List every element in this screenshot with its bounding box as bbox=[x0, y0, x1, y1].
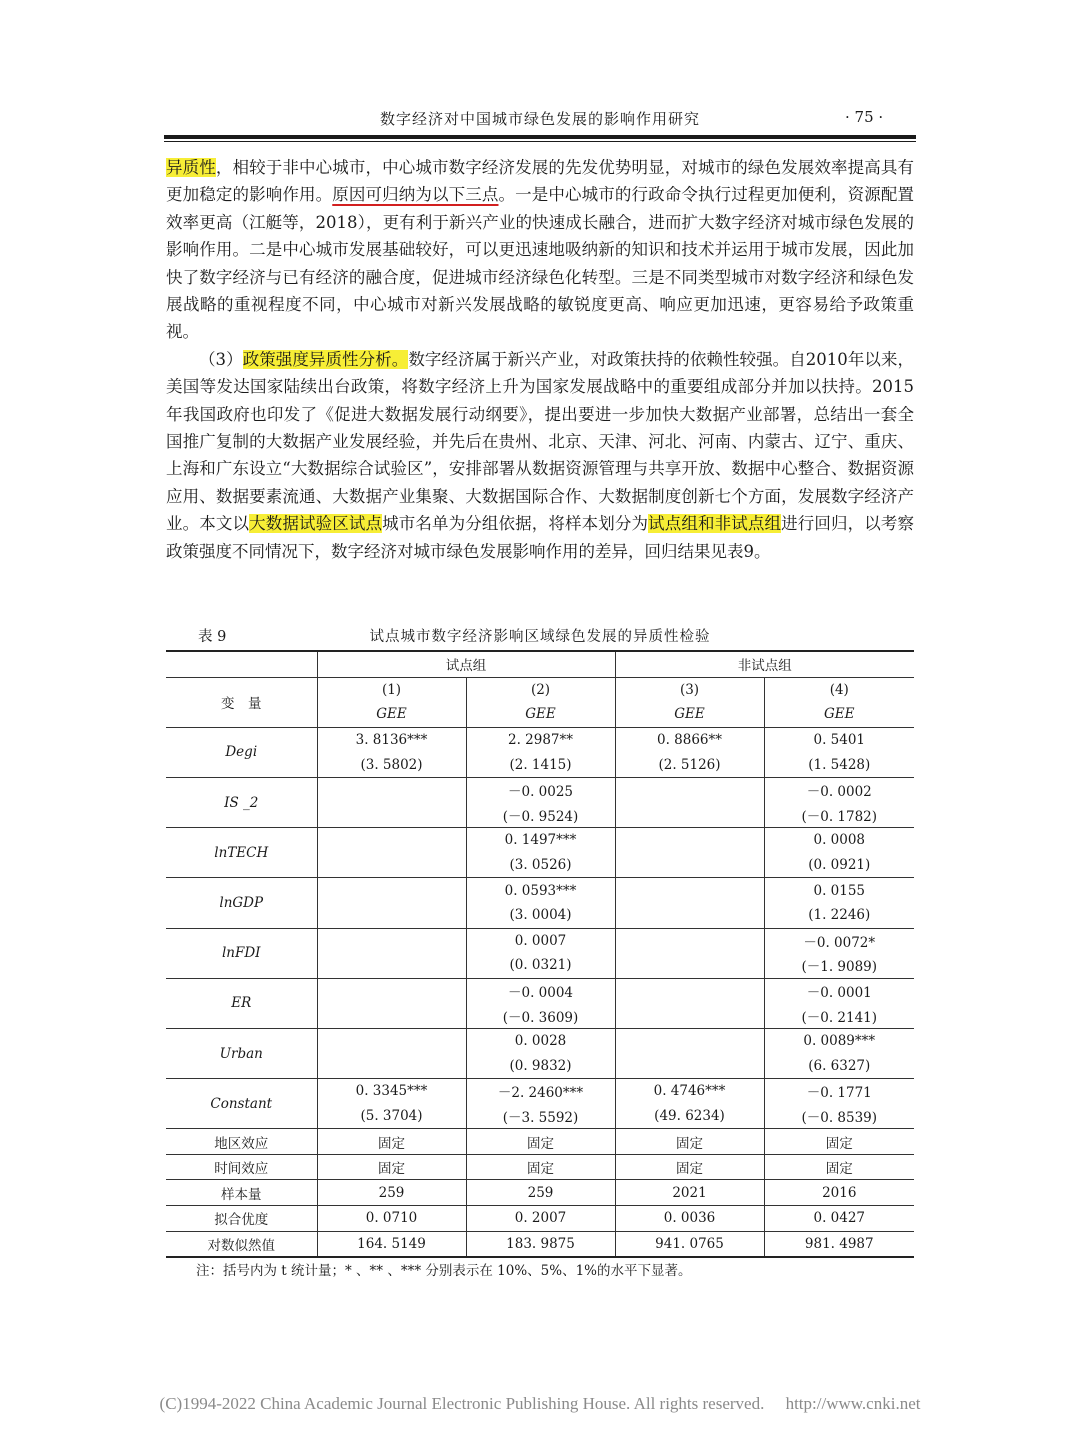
coefficient-cell bbox=[615, 878, 764, 903]
table-row bbox=[166, 978, 914, 1003]
statistic-name: 拟合优度 bbox=[166, 1206, 317, 1232]
coefficient-cell bbox=[615, 1028, 764, 1053]
coefficient-cell bbox=[615, 828, 764, 853]
statistic-value: 164. 5149 bbox=[317, 1231, 466, 1257]
t-stat-cell: (－0. 8539) bbox=[764, 1104, 914, 1129]
table-row bbox=[166, 878, 914, 903]
t-stat-cell bbox=[615, 853, 764, 878]
coefficient-cell: 0. 3345*** bbox=[317, 1079, 466, 1104]
paragraph-text: 城市名单为分组依据，将样本划分为 bbox=[382, 514, 649, 534]
t-stat-cell bbox=[317, 853, 466, 878]
statistic-value: 固定 bbox=[615, 1154, 764, 1180]
coefficient-cell bbox=[615, 777, 764, 802]
column-method: GEE bbox=[764, 702, 914, 727]
t-stat-cell: (－0. 3609) bbox=[466, 1003, 615, 1028]
coefficient-cell: －0. 0072* bbox=[764, 928, 914, 953]
table-row bbox=[166, 777, 914, 802]
t-stat-cell: (49. 6234) bbox=[615, 1104, 764, 1129]
coefficient-cell: 2. 2987** bbox=[466, 727, 615, 752]
statistic-value: 固定 bbox=[466, 1154, 615, 1180]
header-rule-thick bbox=[164, 135, 916, 139]
coefficient-cell: 3. 8136*** bbox=[317, 727, 466, 752]
statistic-value: 183. 9875 bbox=[466, 1231, 615, 1257]
coefficient-cell: 0. 1497*** bbox=[466, 828, 615, 853]
statistic-value: 固定 bbox=[317, 1129, 466, 1155]
column-number: (3) bbox=[615, 677, 764, 702]
column-method: GEE bbox=[317, 702, 466, 727]
table-row bbox=[166, 1129, 914, 1155]
statistic-value: 981. 4987 bbox=[764, 1231, 914, 1257]
coefficient-cell: 0. 0008 bbox=[764, 828, 914, 853]
paragraph-text: ，相较于非中心城市，中心城市数字经济发展的先发优势明显，对城市的绿色发展效率提高具有更加稳定的影响作用。 bbox=[166, 158, 914, 205]
coefficient-cell: 0. 0007 bbox=[466, 928, 615, 953]
header-rule-thin bbox=[164, 141, 916, 142]
table-row bbox=[166, 1180, 914, 1206]
coefficient-cell bbox=[317, 1028, 466, 1053]
variable-header: 变 量 bbox=[166, 677, 317, 727]
coefficient-cell: －0. 0002 bbox=[764, 777, 914, 802]
variable-name: lnTECH bbox=[166, 828, 317, 878]
variable-name: IS _2 bbox=[166, 777, 317, 827]
t-stat-cell: (0. 0921) bbox=[764, 853, 914, 878]
coefficient-cell: 0. 0155 bbox=[764, 878, 914, 903]
coefficient-cell bbox=[317, 828, 466, 853]
statistic-value: 2021 bbox=[615, 1180, 764, 1206]
body-text bbox=[166, 154, 914, 565]
coefficient-cell: 0. 4746*** bbox=[615, 1079, 764, 1104]
table-row bbox=[166, 1206, 914, 1232]
column-number: (4) bbox=[764, 677, 914, 702]
column-method: GEE bbox=[466, 702, 615, 727]
coefficient-cell: －0. 0004 bbox=[466, 978, 615, 1003]
paragraph-heterogeneity bbox=[166, 154, 914, 346]
running-title: 数字经济对中国城市绿色发展的影响作用研究 bbox=[379, 110, 700, 128]
t-stat-cell: (2. 5126) bbox=[615, 752, 764, 777]
coefficient-cell bbox=[615, 978, 764, 1003]
statistic-value: 259 bbox=[317, 1180, 466, 1206]
t-stat-cell bbox=[615, 803, 764, 828]
t-stat-cell: (－0. 2141) bbox=[764, 1003, 914, 1028]
section-number: （3） bbox=[199, 349, 243, 369]
group-pilot: 试点组 bbox=[317, 651, 615, 677]
group-non-pilot: 非试点组 bbox=[615, 651, 914, 677]
paragraph-text: 。一是中心城市的行政命令执行过程更加便利，资源配置效率更高（江艇等，2018），更有利于新兴产业的快速成长融合，进而扩大数字经济对城市绿色发展的影响作用。二是中心城市发展基础较好，可以更迅速地吸纳新的知识和技术并运用于城市发展，因此加快了数字经济与已有经济的融合度，促进城市经济绿色化转型。三是不同类型城市对数字经济和绿色发展战略的重视程度不同，中心城市对新兴发展战略的敏锐度更高、响应更加迅速，更容易给予政策重视。 bbox=[166, 185, 914, 342]
variable-name: Urban bbox=[166, 1028, 317, 1078]
statistic-value: 0. 2007 bbox=[466, 1206, 615, 1232]
statistic-value: 固定 bbox=[615, 1129, 764, 1155]
paragraph-policy bbox=[166, 346, 914, 565]
t-stat-cell bbox=[615, 1003, 764, 1028]
coefficient-cell: －2. 2460*** bbox=[466, 1079, 615, 1104]
statistic-value: 0. 0710 bbox=[317, 1206, 466, 1232]
coefficient-cell: 0. 8866** bbox=[615, 727, 764, 752]
coefficient-cell: 0. 0028 bbox=[466, 1028, 615, 1053]
regression-table bbox=[166, 650, 914, 1258]
coefficient-cell: 0. 5401 bbox=[764, 727, 914, 752]
highlight-pilot-zone: 大数据试验区试点 bbox=[249, 514, 383, 534]
coefficient-cell: －0. 1771 bbox=[764, 1079, 914, 1104]
t-stat-cell: (－0. 1782) bbox=[764, 803, 914, 828]
paragraph-text: 数字经济属于新兴产业，对政策扶持的依赖性较强。自2010年以来，美国等发达国家陆续出台政策，将数字经济上升为国家发展战略中的重要组成部分并加以扶持。2015年我国政府也印发了《促进大数据发展行动纲要》，提出要进一步加快大数据产业部署，总结出一套全国推广复制的大数据产业发展经验，并先后在贵州、北京、天津、河北、河南、内蒙古、辽宁、重庆、上海和广东设立“大数据综合试验区”，安排部署从数据资源管理与共享开放、数据中心整合、数据资源应用、数据要素流通、大数据产业集聚、大数据国际合作、大数据制度创新七个方面，发展数字经济产业。本文以 bbox=[166, 349, 915, 534]
t-stat-cell: (－0. 9524) bbox=[466, 803, 615, 828]
t-stat-cell: (2. 1415) bbox=[466, 752, 615, 777]
coefficient-cell bbox=[317, 978, 466, 1003]
statistic-value: 2016 bbox=[764, 1180, 914, 1206]
table-row bbox=[166, 1028, 914, 1053]
coefficient-cell: －0. 0001 bbox=[764, 978, 914, 1003]
t-stat-cell: (1. 2246) bbox=[764, 903, 914, 928]
column-method: GEE bbox=[615, 702, 764, 727]
t-stat-cell: (3. 0526) bbox=[466, 853, 615, 878]
t-stat-cell bbox=[615, 953, 764, 978]
coefficient-cell bbox=[317, 878, 466, 903]
statistic-value: 0. 0036 bbox=[615, 1206, 764, 1232]
statistic-value: 固定 bbox=[466, 1129, 615, 1155]
underlined-phrase: 原因可归纳为以下三点 bbox=[332, 185, 499, 205]
table-row bbox=[166, 1079, 914, 1104]
t-stat-cell: (1. 5428) bbox=[764, 752, 914, 777]
highlight-groups: 试点组和非试点组 bbox=[648, 514, 782, 534]
variable-name: Degi bbox=[166, 727, 317, 777]
page-number: · 75 · bbox=[845, 108, 884, 126]
table-note: 注：括号内为 t 统计量；* 、** 、*** 分别表示在 10%、5%、1%的水平下显著。 bbox=[196, 1263, 692, 1279]
statistic-name: 样本量 bbox=[166, 1180, 317, 1206]
t-stat-cell bbox=[317, 1054, 466, 1079]
coefficient-cell bbox=[317, 928, 466, 953]
statistic-value: 固定 bbox=[764, 1154, 914, 1180]
statistic-value: 259 bbox=[466, 1180, 615, 1206]
t-stat-cell bbox=[615, 903, 764, 928]
column-number: (1) bbox=[317, 677, 466, 702]
statistic-name: 时间效应 bbox=[166, 1154, 317, 1180]
highlight-heterogeneity: 异质性 bbox=[166, 158, 216, 177]
highlight-policy-heading: 政策强度异质性分析。 bbox=[242, 349, 409, 369]
statistic-name: 地区效应 bbox=[166, 1129, 317, 1155]
t-stat-cell bbox=[317, 1003, 466, 1028]
t-stat-cell: (6. 6327) bbox=[764, 1054, 914, 1079]
copyright-footer: (C)1994-2022 China Academic Journal Electronic Publishing House. All rights reserved. http://www.cnki.net bbox=[159, 1394, 921, 1413]
t-stat-cell: (3. 5802) bbox=[317, 752, 466, 777]
variable-rows bbox=[166, 727, 914, 1129]
t-stat-cell bbox=[317, 953, 466, 978]
statistic-value: 固定 bbox=[764, 1129, 914, 1155]
t-stat-cell: (3. 0004) bbox=[466, 903, 615, 928]
paragraph-text: 进行回归，以考察政策强度不同情况下，数字经济对城市绿色发展影响作用的差异，回归结果见表9。 bbox=[166, 514, 914, 561]
t-stat-cell bbox=[317, 803, 466, 828]
coefficient-cell bbox=[317, 777, 466, 802]
variable-name: Constant bbox=[166, 1079, 317, 1129]
coefficient-cell: 0. 0089*** bbox=[764, 1028, 914, 1053]
table-row bbox=[166, 727, 914, 752]
coefficient-cell bbox=[615, 928, 764, 953]
table-corner-cell bbox=[166, 651, 317, 677]
table-row bbox=[166, 1231, 914, 1257]
table-label: 表 9 bbox=[198, 629, 227, 645]
t-stat-cell: (5. 3704) bbox=[317, 1104, 466, 1129]
table-title: 试点城市数字经济影响区域绿色发展的异质性检验 bbox=[369, 629, 711, 645]
variable-name: ER bbox=[166, 978, 317, 1028]
t-stat-cell bbox=[317, 903, 466, 928]
coefficient-cell: －0. 0025 bbox=[466, 777, 615, 802]
table-row bbox=[166, 828, 914, 853]
t-stat-cell bbox=[615, 1054, 764, 1079]
statistic-value: 固定 bbox=[317, 1154, 466, 1180]
t-stat-cell: (0. 9832) bbox=[466, 1054, 615, 1079]
statistic-name: 对数似然值 bbox=[166, 1231, 317, 1257]
table-row bbox=[166, 928, 914, 953]
coefficient-cell: 0. 0593*** bbox=[466, 878, 615, 903]
variable-name: lnFDI bbox=[166, 928, 317, 978]
column-number: (2) bbox=[466, 677, 615, 702]
table-row bbox=[166, 1154, 914, 1180]
statistic-value: 0. 0427 bbox=[764, 1206, 914, 1232]
t-stat-cell: (0. 0321) bbox=[466, 953, 615, 978]
statistic-rows bbox=[166, 1129, 914, 1257]
t-stat-cell: (－3. 5592) bbox=[466, 1104, 615, 1129]
statistic-value: 941. 0765 bbox=[615, 1231, 764, 1257]
variable-name: lnGDP bbox=[166, 878, 317, 928]
t-stat-cell: (－1. 9089) bbox=[764, 953, 914, 978]
